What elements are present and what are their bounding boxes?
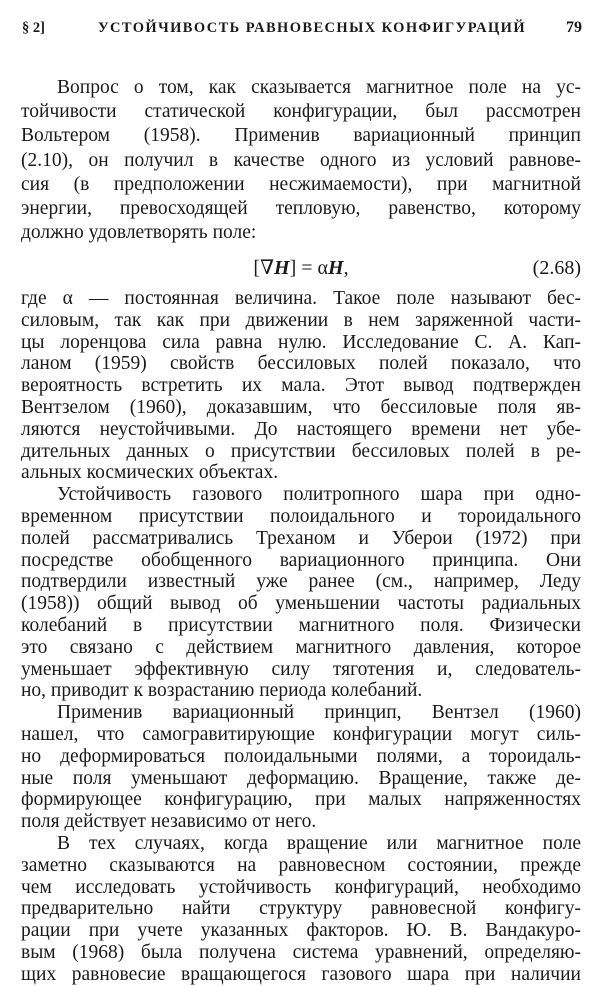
text-line: ные поля уменьшают деформацию. Вращение, также де-	[21, 767, 581, 789]
page-number: 79	[566, 19, 582, 36]
text-line: Применив вариационный принцип, Вентзел (1960)	[57, 702, 581, 724]
text-line: вероятность встретить их мала. Этот вывод подтвержден	[21, 375, 581, 397]
text-line: поля действует независимо от него.	[21, 811, 317, 833]
text-line: формирующее конфигурацию, при малых напряженностях	[21, 789, 581, 811]
text-line: энергии, превосходящей тепловую, равенство, которому	[21, 197, 581, 219]
eq-part: ,	[343, 257, 349, 279]
text-line: колебаний в присутствии магнитного поля. Физически	[21, 614, 581, 636]
text-line: (1958)) общий вывод об уменьшении частоты радиальных	[21, 593, 581, 615]
paragraph-3	[21, 484, 581, 702]
text-line: уменьшает эффективную силу тяготения и, следователь-	[21, 658, 581, 680]
text-line: силовым, так как при движении в нем заряженной части-	[21, 309, 581, 331]
text-line: временном присутствии полоидального и тороидального	[21, 505, 581, 527]
equation-2-68	[21, 254, 581, 282]
paragraph-2	[21, 288, 581, 484]
running-title: УСТОЙЧИВОСТЬ РАВНОВЕСНЫХ КОНФИГУРАЦИЙ	[97, 19, 527, 36]
text-line: чем исследовать устойчивость конфигураций, необходимо	[21, 876, 581, 898]
text-line: щих равновесие вращающегося газового шара при наличии	[21, 963, 581, 985]
text-line: Устойчивость газового политропного шара при одно-	[57, 484, 581, 506]
eq-part: ] = α	[289, 257, 329, 279]
running-header	[22, 16, 582, 40]
text-line: ляются неустойчивыми. До настоящего времени нет убе-	[21, 418, 581, 440]
text-line: Вольтером (1958). Применив вариационный принцип	[21, 125, 581, 147]
paragraph-5	[21, 833, 581, 986]
text-line: предварительно найти структуру равновесной конфигу-	[21, 898, 581, 920]
equation-body	[21, 254, 581, 282]
text-line: посредстве обобщенного вариационного принципа. Они	[21, 549, 581, 571]
text-line: тойчивости статической конфигурации, был рассмотрен	[21, 101, 581, 123]
text-line: сия (в предположении несжимаемости), при магнитной	[21, 173, 581, 195]
text-line: Вентзелом (1960), доказавшим, что бессиловые поля яв-	[21, 396, 581, 418]
text-line: подтвердили известный уже ранее (см., например, Леду	[21, 571, 581, 593]
text-line: Вопрос о том, как сказывается магнитное поле на ус-	[57, 77, 581, 98]
section-number: § 2]	[22, 19, 45, 36]
equation-number: (2.68)	[532, 257, 581, 279]
eq-vector-h: H	[274, 257, 290, 279]
text-line: рации при учете указанных факторов. Ю. В. Вандакуро-	[21, 920, 581, 942]
body-text	[21, 288, 581, 986]
text-line: (2.10), он получил в качестве одного из условий равнове-	[21, 149, 581, 171]
paragraph-4	[21, 702, 581, 833]
text-line: вым (1968) была получена система уравнений, определяю-	[21, 941, 581, 963]
eq-part: [∇	[253, 257, 275, 279]
text-line: должно удовлетворять поле:	[21, 222, 257, 244]
text-line: нашел, что самогравитирующие конфигурации могут силь-	[21, 723, 581, 745]
text-line: заметно сказываются на равновесном состоянии, прежде	[21, 854, 581, 876]
text-line: ланом (1959) свойств бессиловых полей показало, что	[21, 353, 581, 375]
text-line: это связано с действием магнитного давления, которое	[21, 636, 581, 658]
text-line: альных космических объектах.	[21, 462, 279, 484]
paragraph-1	[21, 76, 581, 245]
text-line: где α — постоянная величина. Такое поле называют бес-	[21, 288, 581, 309]
text-line: но, приводит к возрастанию периода колебаний.	[21, 680, 423, 702]
text-line: полей рассматривались Треханом и Уберои (1972) при	[21, 527, 581, 549]
text-line: но деформироваться полоидальными полями, а тороидаль-	[21, 745, 581, 767]
text-line: В тех случаях, когда вращение или магнитное поле	[57, 832, 581, 854]
eq-vector-h: H	[328, 257, 344, 279]
text-line: цы лоренцова сила равна нулю. Исследование С. А. Кап-	[21, 331, 581, 353]
paragraph-1	[21, 76, 581, 245]
text-line: дительных данных о присутствии бессиловых полей в ре-	[21, 440, 581, 462]
